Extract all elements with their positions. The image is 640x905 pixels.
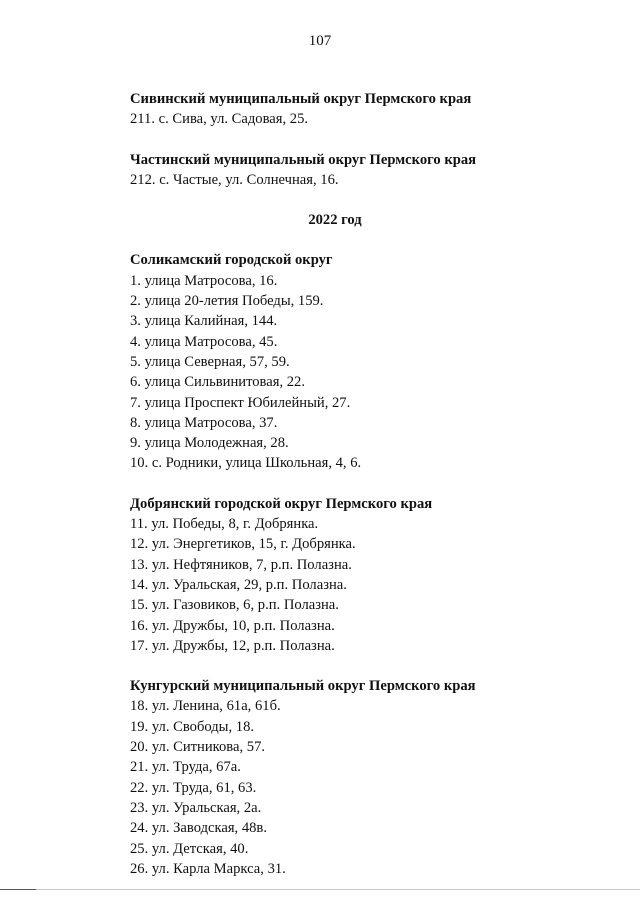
list-item: 11. ул. Победы, 8, г. Добрянка. [130, 516, 319, 533]
list-item: 23. ул. Уральская, 2а. [130, 799, 262, 816]
list-item: 16. ул. Дружбы, 10, р.п. Полазна. [130, 617, 335, 634]
bottom-divider [0, 889, 640, 890]
list-item: 212. с. Частые, ул. Солнечная, 16. [130, 171, 339, 188]
list-item: 5. улица Северная, 57, 59. [130, 353, 290, 370]
list-item: 8. улица Матросова, 37. [130, 414, 278, 431]
list-item: 10. с. Родники, улица Школьная, 4, 6. [130, 455, 362, 472]
list-item: 19. ул. Свободы, 18. [130, 718, 255, 735]
section-dobryansky [130, 494, 570, 656]
list-item: 12. ул. Энергетиков, 15, г. Добрянка. [130, 536, 356, 553]
section-heading: Соликамский городской округ [130, 252, 333, 269]
list-item: 25. ул. Детская, 40. [130, 840, 249, 857]
list-item: 26. ул. Карла Маркса, 31. [130, 860, 286, 877]
list-item: 2. улица 20-летия Победы, 159. [130, 293, 324, 310]
section-heading: Частинский муниципальный округ Пермского края [130, 151, 477, 168]
document-body [130, 89, 570, 899]
list-item: 3. улица Калийная, 144. [130, 313, 278, 330]
list-item: 211. с. Сива, ул. Садовая, 25. [130, 111, 309, 128]
bottom-divider-accent [0, 889, 36, 890]
list-item: 4. улица Матросова, 45. [130, 333, 278, 350]
section-heading: Сивинский муниципальный округ Пермского края [130, 91, 472, 107]
list-item: 18. ул. Ленина, 61а, 61б. [130, 698, 281, 715]
list-item: 17. ул. Дружбы, 12, р.п. Полазна. [130, 637, 335, 654]
list-item: 9. улица Молодежная, 28. [130, 435, 289, 452]
list-item: 13. ул. Нефтяников, 7, р.п. Полазна. [130, 556, 352, 573]
section-heading: Добрянский городской округ Пермского края [130, 495, 433, 512]
section-heading: Кунгурский муниципальный округ Пермского края [130, 678, 476, 695]
list-item: 24. ул. Заводская, 48в. [130, 820, 267, 837]
list-item: 20. ул. Ситникова, 57. [130, 739, 266, 756]
section-sivinsky [130, 89, 570, 130]
list-item: 21. ул. Труда, 67а. [130, 759, 241, 776]
section-solikamsky [130, 250, 570, 473]
section-kungursky [130, 676, 570, 879]
list-item: 22. ул. Труда, 61, 63. [130, 779, 257, 796]
list-item: 1. улица Матросова, 16. [130, 272, 278, 289]
page-number: 107 [308, 33, 332, 49]
list-item: 6. улица Сильвинитовая, 22. [130, 374, 305, 391]
year-heading: 2022 год [308, 212, 362, 229]
list-item: 7. улица Проспект Юбилейный, 27. [130, 394, 351, 411]
list-item: 14. ул. Уральская, 29, р.п. Полазна. [130, 576, 347, 593]
list-item: 15. ул. Газовиков, 6, р.п. Полазна. [130, 597, 339, 614]
section-chastinsky [130, 150, 570, 191]
